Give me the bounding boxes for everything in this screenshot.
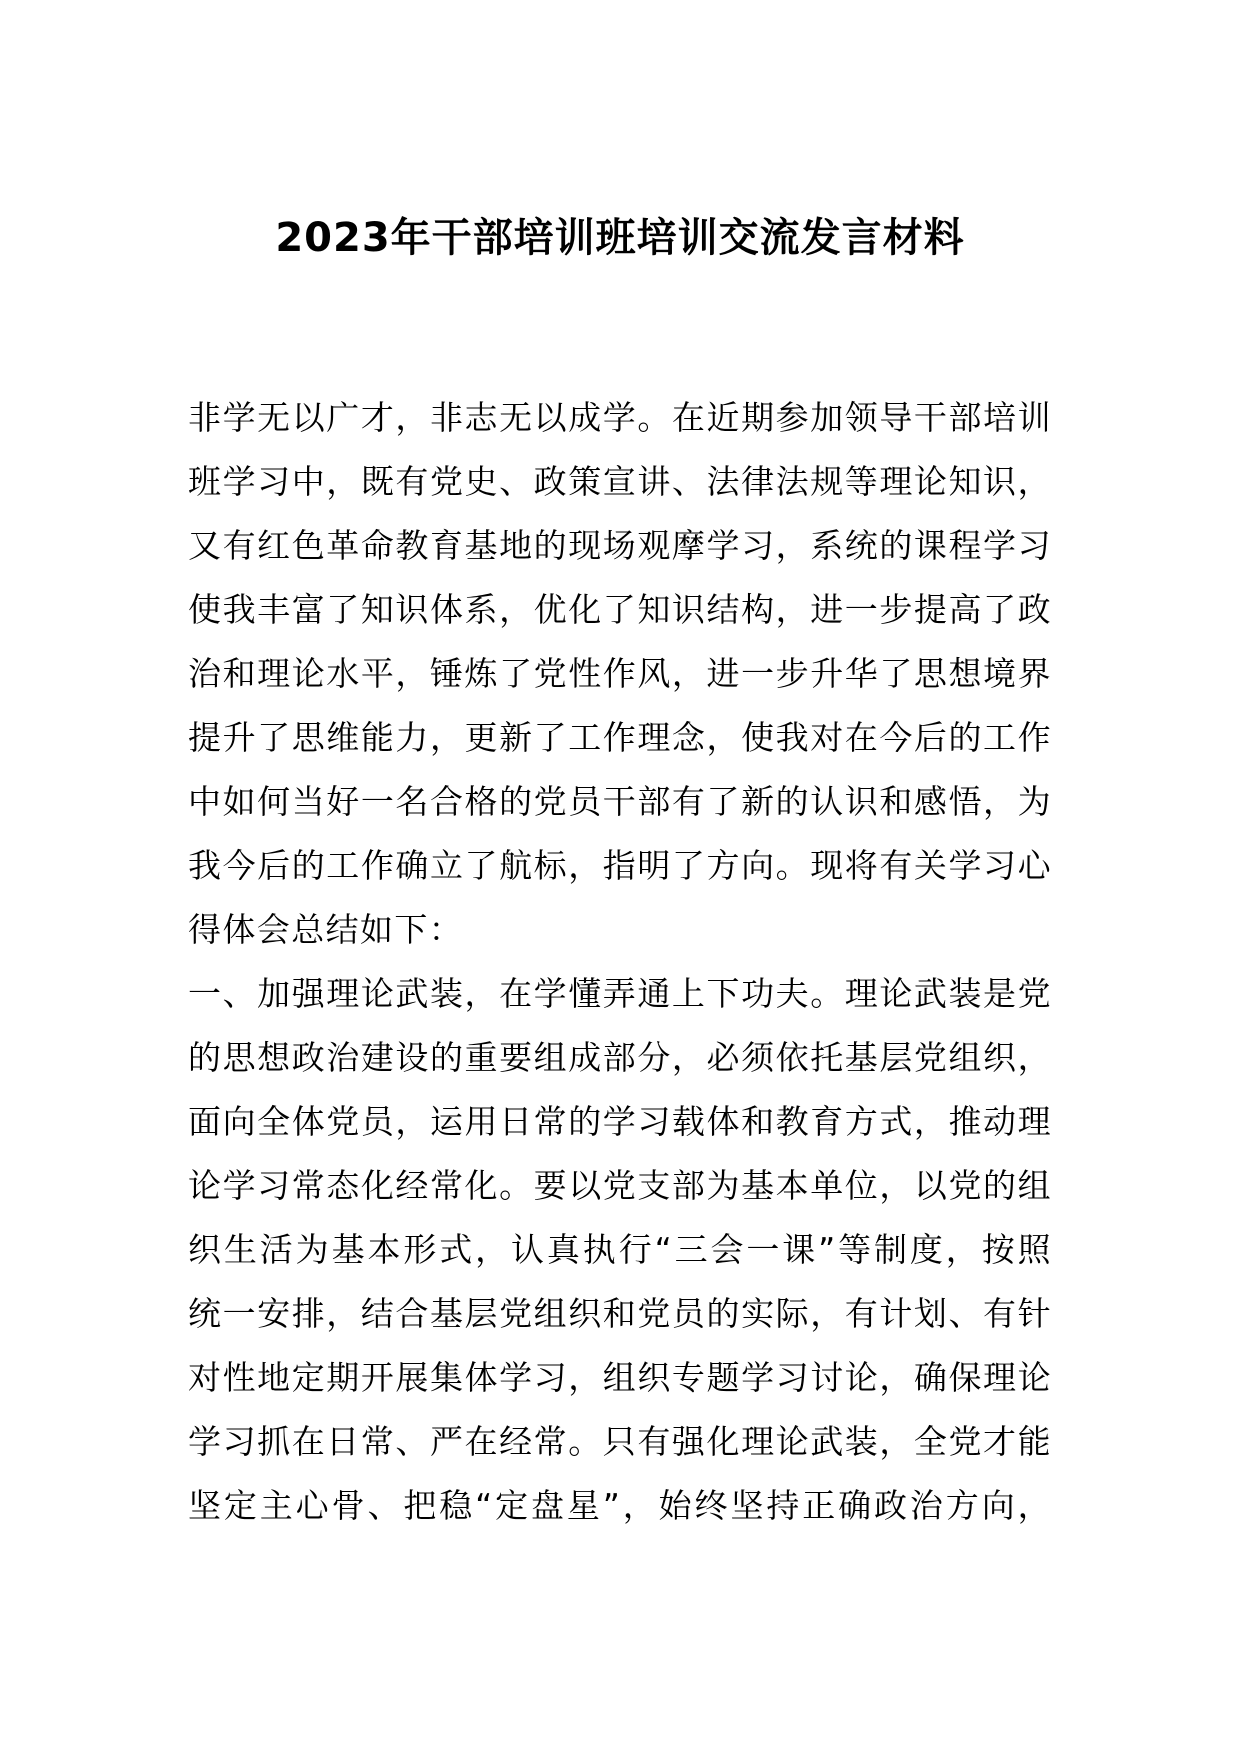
body-line: 治和理论水平，锤炼了党性作风，进一步升华了思想境界 [188,654,1052,693]
body-line: 的思想政治建设的重要组成部分，必须依托基层党组织， [188,1038,1052,1077]
body-line: 论学习常态化经常化。要以党支部为基本单位，以党的组 [188,1166,1052,1205]
body-line: 非学无以广才，非志无以成学。在近期参加领导干部培训 [188,398,1052,437]
document-body [188,386,1052,1538]
section-heading-line: 一、加强理论武装，在学懂弄通上下功夫。理论武装是党 [188,974,1052,1013]
body-line: 使我丰富了知识体系，优化了知识结构，进一步提高了政 [188,590,1052,629]
body-line: 提升了思维能力，更新了工作理念，使我对在今后的工作 [188,718,1052,757]
body-line: 织生活为基本形式，认真执行“三会一课”等制度，按照 [188,1230,1052,1269]
body-line: 班学习中，既有党史、政策宣讲、法律法规等理论知识， [188,462,1052,501]
body-line: 我今后的工作确立了航标，指明了方向。现将有关学习心 [188,846,1052,885]
document-title: 2023年干部培训班培训交流发言材料 [275,215,965,261]
body-line: 坚定主心骨、把稳“定盘星”，始终坚持正确政治方向， [188,1486,1052,1525]
body-line: 中如何当好一名合格的党员干部有了新的认识和感悟，为 [188,782,1052,821]
body-line: 对性地定期开展集体学习，组织专题学习讨论，确保理论 [188,1358,1052,1397]
body-line: 学习抓在日常、严在经常。只有强化理论武装，全党才能 [188,1422,1052,1461]
body-line: 面向全体党员，运用日常的学习载体和教育方式，推动理 [188,1102,1052,1141]
body-line: 统一安排，结合基层党组织和党员的实际，有计划、有针 [188,1294,1052,1333]
body-line: 又有红色革命教育基地的现场观摩学习，系统的课程学习 [188,526,1052,565]
body-line: 得体会总结如下： [188,910,464,949]
